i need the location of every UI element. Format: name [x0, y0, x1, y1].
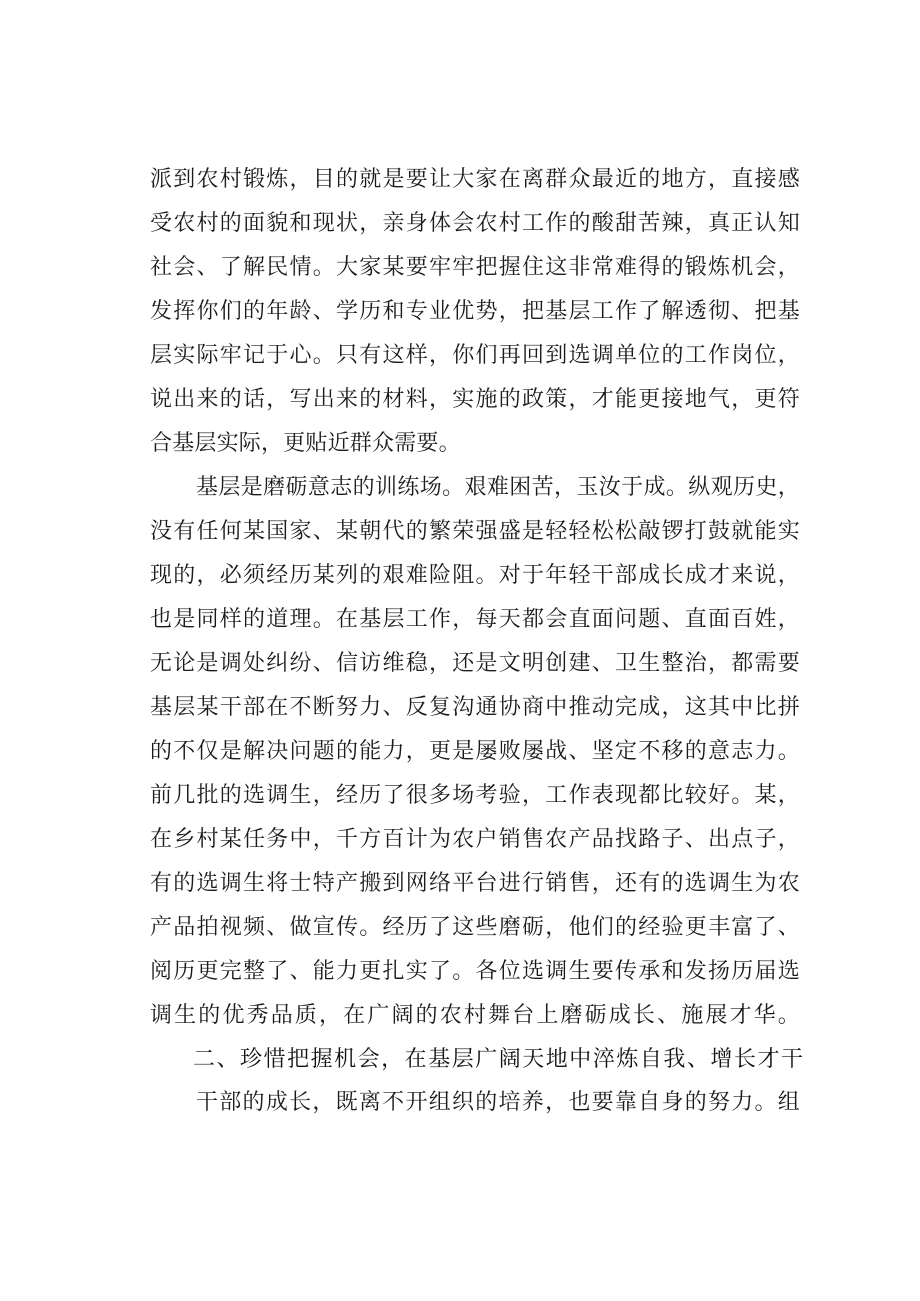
paragraph-1-line: 发挥你们的年龄、学历和专业优势，把基层工作了解透彻、把基: [150, 299, 800, 324]
paragraph-1-line: 社会、了解民情。大家某要牢牢把握住这非常难得的锻炼机会，: [150, 255, 800, 280]
paragraph-1-line: 派到农村锻炼，目的就是要让大家在离群众最近的地方，直接感: [150, 167, 800, 192]
paragraph-2-line: 没有任何某国家、某朝代的繁荣强盛是轻轻松松敲锣打鼓就能实: [150, 519, 800, 544]
paragraph-2-line: 现的，必须经历某列的艰难险阻。对于年轻干部成长成才来说，: [150, 563, 800, 588]
paragraph-2-line: 的不仅是解决问题的能力，更是屡败屡战、坚定不移的意志力。: [150, 739, 800, 764]
paragraph-1-line: 受农村的面貌和现状，亲身体会农村工作的酸甜苦辣，真正认知: [150, 211, 800, 236]
paragraph-3-line: 干部的成长，既离不开组织的培养，也要靠自身的努力。组: [196, 1090, 800, 1115]
paragraph-2-line: 前几批的选调生，经历了很多场考验，工作表现都比较好。某，: [150, 783, 800, 808]
paragraph-1-line: 说出来的话，写出来的材料，实施的政策，才能更接地气，更符: [150, 387, 800, 412]
paragraph-2-line: 基层是磨砺意志的训练场。艰难困苦，玉汝于成。纵观历史，: [196, 475, 800, 500]
paragraph-2-line: 产品拍视频、做宣传。经历了这些磨砺，他们的经验更丰富了、: [150, 915, 800, 940]
paragraph-2-line: 也是同样的道理。在基层工作，每天都会直面问题、直面百姓，: [150, 607, 800, 632]
paragraph-1-line: 层实际牢记于心。只有这样，你们再回到选调单位的工作岗位，: [150, 343, 800, 368]
paragraph-2-line: 阅历更完整了、能力更扎实了。各位选调生要传承和发扬历届选: [150, 959, 800, 984]
paragraph-2-line: 有的选调生将士特产搬到网络平台进行销售，还有的选调生为农: [150, 871, 800, 896]
paragraph-1-line: 合基层实际，更贴近群众需要。: [150, 431, 461, 456]
paragraph-2-line: 无论是调处纠纷、信访维稳，还是文明创建、卫生整治，都需要: [150, 651, 800, 676]
paragraph-2-line: 在乡村某任务中，千方百计为农户销售农产品找路子、出点子，: [150, 827, 800, 852]
paragraph-2-line: 调生的优秀品质，在广阔的农村舞台上磨砺成长、施展才华。: [150, 1003, 800, 1028]
paragraph-2-line: 基层某干部在不断努力、反复沟通协商中推动完成，这其中比拼: [150, 695, 800, 720]
section-heading: 二、珍惜把握机会，在基层广阔天地中淬炼自我、增长才干: [193, 1047, 803, 1072]
